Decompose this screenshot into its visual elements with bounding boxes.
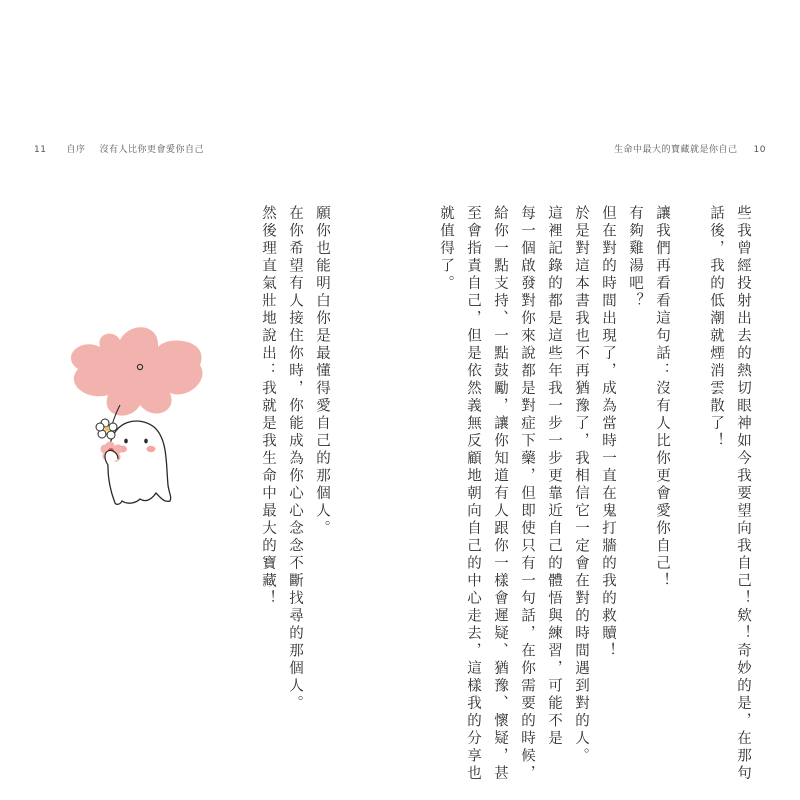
body-text-column: 至會指責自己，但是依然義無反顧地朝向自己的中心走去，這樣我的分享也 [465, 205, 481, 783]
body-text-column: 每一個啟發對你來說都是對症下藥，但即使只有一句話，在你需要的時候， [519, 205, 535, 783]
pink-flower-icon [71, 327, 203, 435]
white-flower-icon [96, 419, 117, 439]
body-text-column: 讓我們再看看這句話：沒有人比你更會愛你自己！ [654, 205, 670, 590]
body-text-column: 話後，我的低潮就煙消雲散了！ [708, 205, 724, 450]
body-text-column: 於是對這本書我也不再猶豫了，我相信它一定會在對的時間遇到對的人。 [573, 205, 589, 765]
body-text-column: 然後理直氣壯地說出：我就是我生命中最大的寶藏！ [260, 205, 276, 608]
right-page-header [614, 142, 766, 155]
left-section-label: 自序 [66, 145, 86, 155]
body-text-column: 願你也能明白你是最懂得愛自己的那個人。 [314, 205, 330, 538]
right-page-number: 10 [753, 145, 766, 155]
body-text-column: 些我曾經投射出去的熱切眼神如今我要望向我自己！欸！奇妙的是，在那句 [735, 205, 751, 783]
right-running-title: 生命中最大的寶藏就是你自己 [614, 145, 738, 155]
body-text-column: 有夠雞湯吧？ [627, 205, 643, 310]
body-text-column: 在你希望有人接住你時，你能成為你心心念念不斷找尋的那個人。 [287, 205, 303, 713]
body-text-column: 但在對的時間出現了，成為當時一直在鬼打牆的我的救贖！ [600, 205, 616, 660]
ghost-holding-flowers-illustration [60, 325, 210, 505]
left-running-title: 沒有人比你更會愛你自己 [99, 145, 204, 155]
ghost-icon [108, 421, 171, 504]
body-text-column: 就值得了。 [438, 205, 454, 293]
body-text-column: 這裡記錄的都是這些年我一步一步更靠近自己的體悟與練習，可能不是 [546, 205, 562, 748]
left-page-header [34, 142, 204, 155]
left-page-number: 11 [34, 145, 47, 155]
body-text-column: 給你一點支持、一點鼓勵，讓你知道有人跟你一樣會遲疑、猶豫、懷疑，甚 [492, 205, 508, 783]
